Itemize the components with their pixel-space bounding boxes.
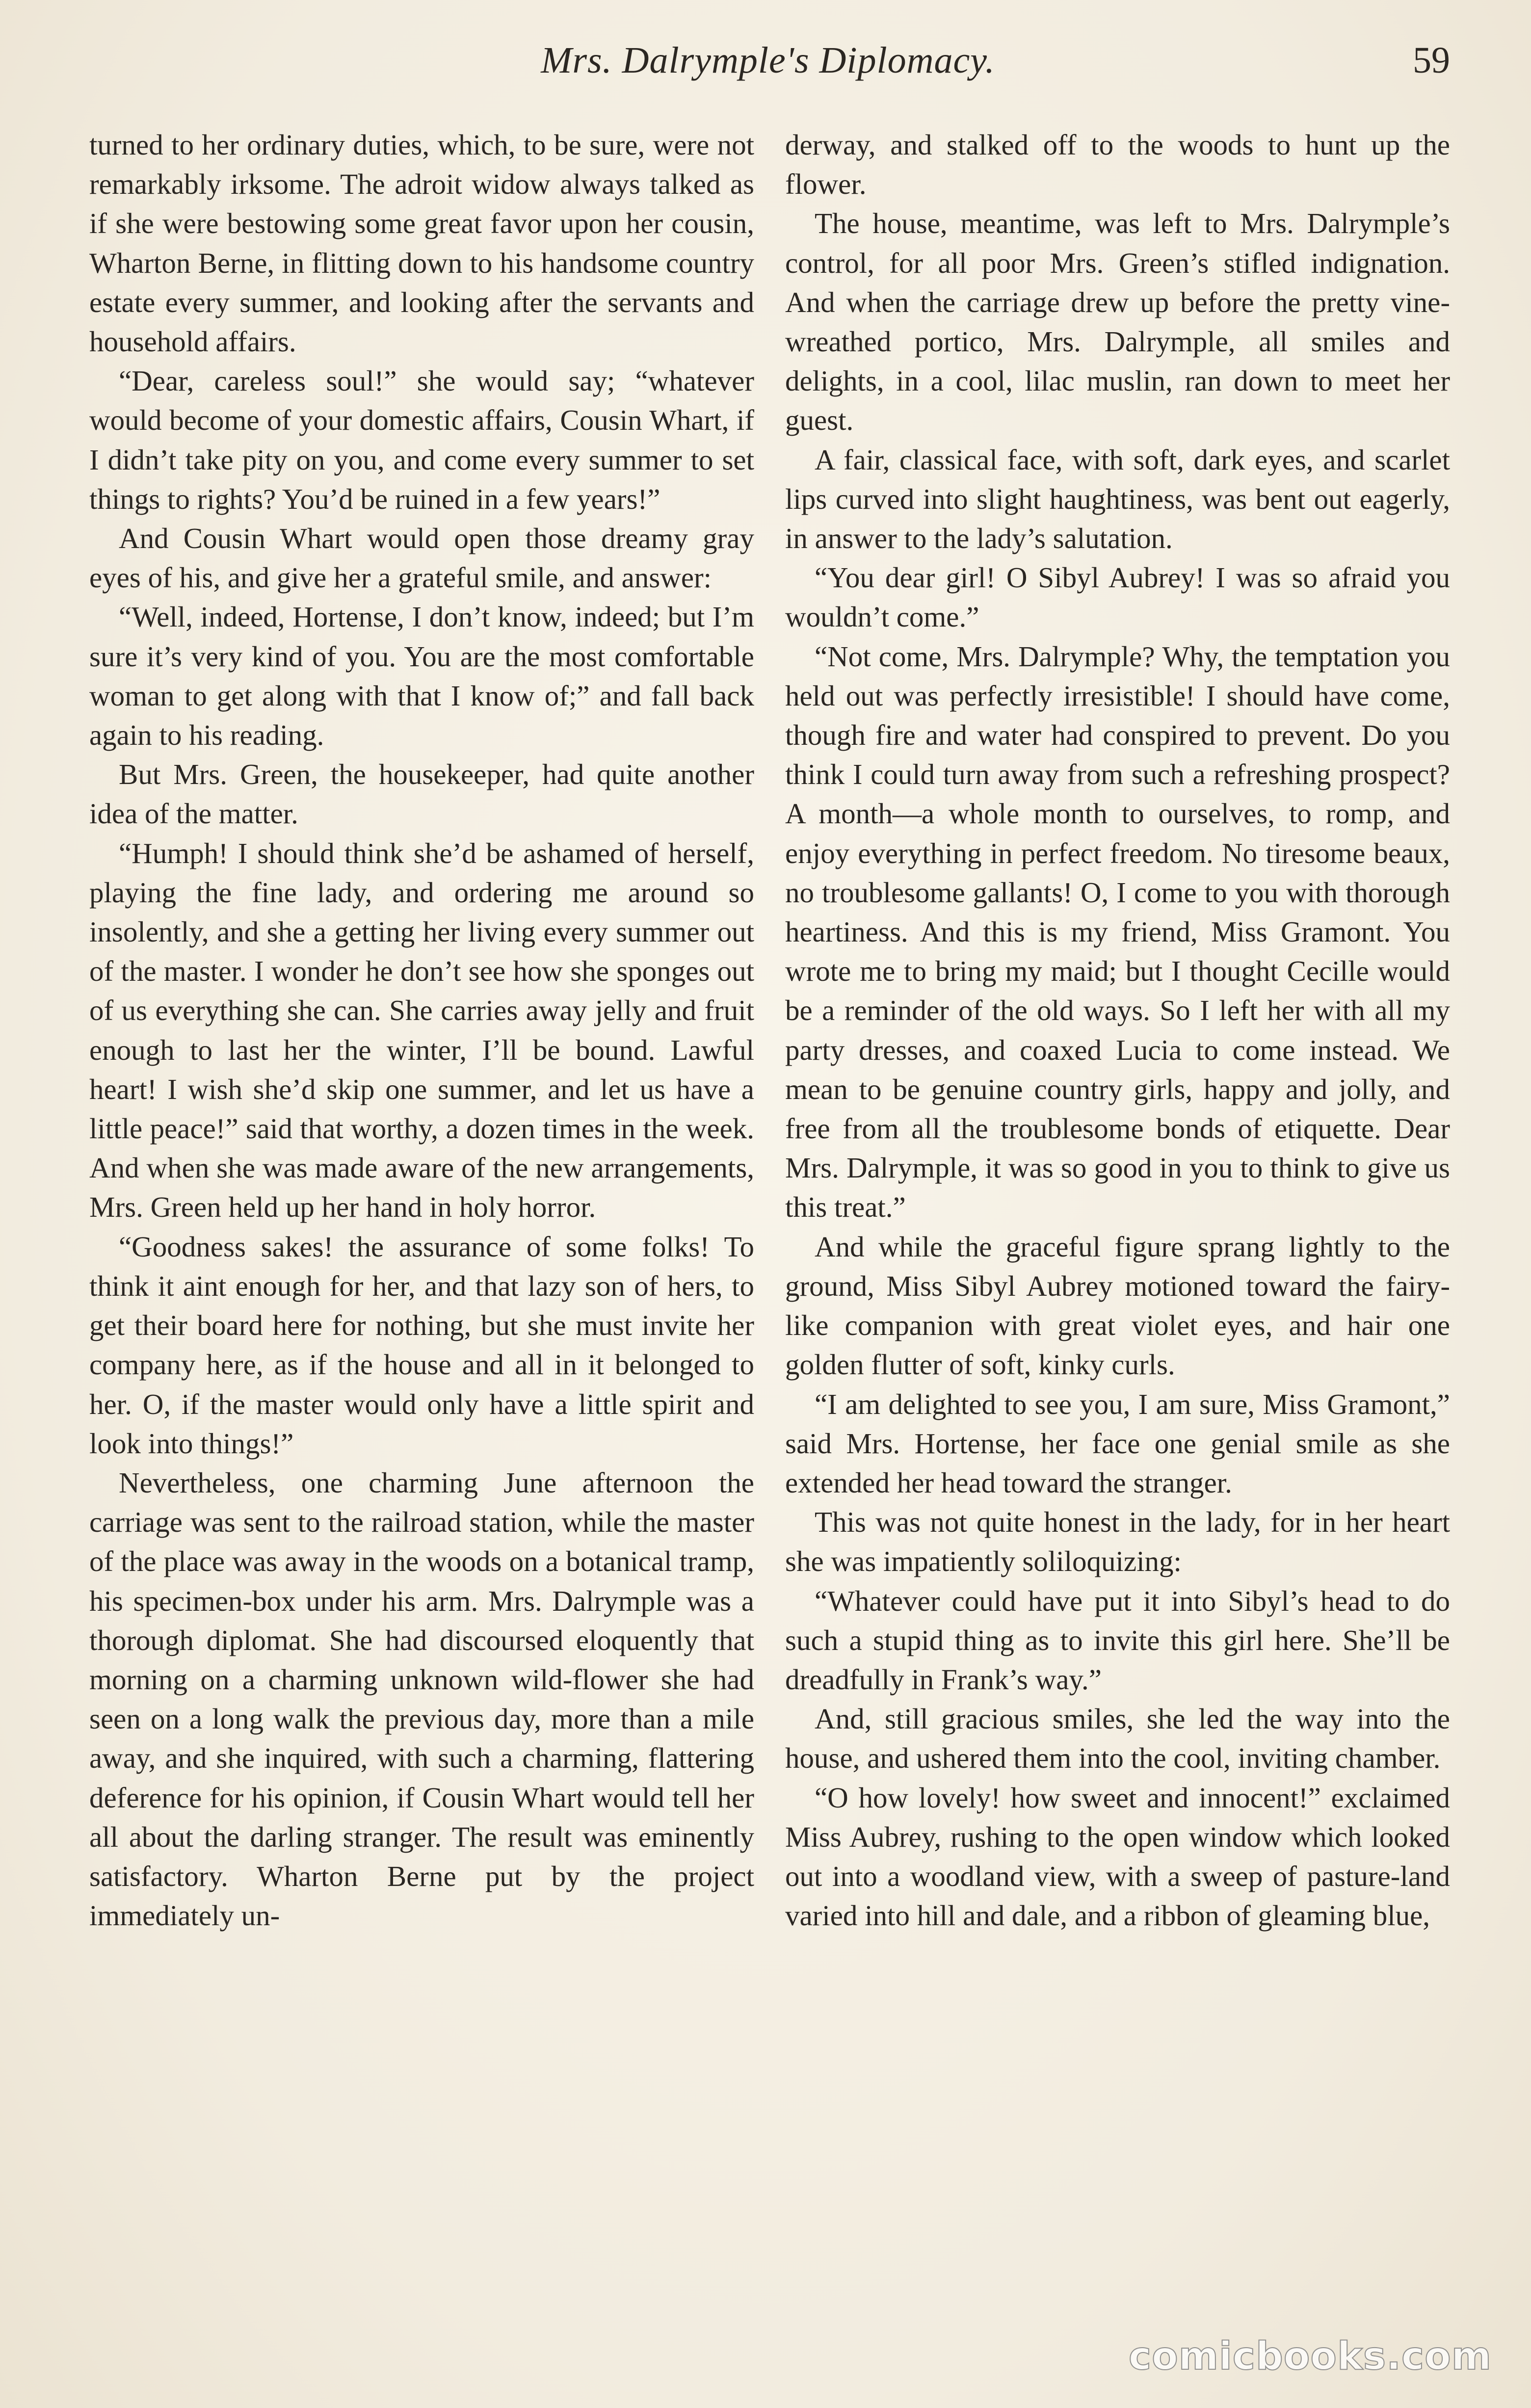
paragraph: derway, and stalked off to the woods to hunt up the flower.: [785, 129, 1450, 201]
paragraph: “Whatever could have put it into Sibyl’s head to do such a stupid thing as to invite this girl here. She’ll be dreadfully in Frank’s way.”: [785, 1584, 1450, 1696]
paragraph: “Not come, Mrs. Dalrymple? Why, the temptation you held out was perfectly irresistible! I should have come, though fire and water had conspired to prevent. Do you think I could turn away from such a refreshing prospect? A month—a whole month to ourselves, to romp, and enjoy everything in perfect freedom. No tiresome beaux, no troublesome gallants! O, I come to you with thorough heartiness. And this is my friend, Miss Gramont. You wrote me to bring my maid; but I thought Cecille would be a reminder of the old ways. So I left her with all my party dresses, and coaxed Lucia to come instead. We mean to be genuine country girls, happy and jolly, and free from all the troublesome bonds of etiquette. Dear Mrs. Dalrymple, it was so good in you to think to give us this treat.”: [785, 640, 1450, 1224]
paragraph: “O how lovely! how sweet and innocent!” exclaimed Miss Aubrey, rushing to the open window which looked out into a woodland view, with a sweep of pasture-land varied into hill and dale, and a ribbon of gleaming blue,: [785, 1781, 1450, 1932]
right-column: [785, 125, 1450, 1935]
paragraph: “Humph! I should think she’d be ashamed of herself, playing the fine lady, and ordering me around so insolently, and she a getting her living every summer out of the master. I wonder he don’t see how she sponges out of us everything she can. She carries away jelly and fruit enough to last her the winter, I’ll be bound. Lawful heart! I wish she’d skip one summer, and let us have a little peace!” said that worthy, a dozen times in the week. And when she was made aware of the new arrangements, Mrs. Green held up her hand in holy horror.: [89, 837, 754, 1224]
paragraph: And, still gracious smiles, she led the way into the house, and ushered them into the cool, inviting chamber.: [785, 1702, 1450, 1775]
page-number: 59: [1413, 40, 1450, 81]
paragraph: The house, meantime, was left to Mrs. Dalrymple’s control, for all poor Mrs. Green’s stifled indignation. And when the carriage drew up before the pretty vine-wreathed portico, Mrs. Dalrymple, all smiles and delights, in a cool, lilac muslin, ran down to meet her guest.: [785, 207, 1450, 437]
paragraph: And while the graceful figure sprang lightly to the ground, Miss Sibyl Aubrey motioned toward the fairy-like companion with great violet eyes, and hair one golden flutter of soft, kinky curls.: [785, 1230, 1450, 1381]
running-head: [86, 34, 1450, 93]
paragraph: But Mrs. Green, the housekeeper, had quite another idea of the matter.: [89, 758, 754, 830]
paragraph: turned to her ordinary duties, which, to be sure, were not remarkably irksome. The adroit widow always talked as if she were bestowing some great favor upon her cousin, Wharton Berne, in flitting down to his handsome country estate every summer, and looking after the servants and household affairs.: [89, 129, 754, 358]
paragraph: This was not quite honest in the lady, for in her heart she was impatiently soliloquizing:: [785, 1506, 1450, 1578]
paragraph: “You dear girl! O Sibyl Aubrey! I was so afraid you wouldn’t come.”: [785, 561, 1450, 633]
paragraph: A fair, classical face, with soft, dark eyes, and scarlet lips curved into slight haughtiness, was bent out eagerly, in answer to the lady’s salutation.: [785, 443, 1450, 555]
left-column: [89, 125, 754, 1935]
paragraph: And Cousin Whart would open those dreamy gray eyes of his, and give her a grateful smile, and answer:: [89, 522, 754, 594]
running-title: Mrs. Dalrymple's Diplomacy.: [541, 40, 995, 81]
paragraph: “Goodness sakes! the assurance of some folks! To think it aint enough for her, and that lazy son of hers, to get their board here for nothing, but she must invite her company here, as if the house and all in it belonged to her. O, if the master would only have a little spirit and look into things!”: [89, 1230, 754, 1460]
watermark: comicbooks.com: [1128, 2334, 1492, 2379]
paragraph: “I am delighted to see you, I am sure, Miss Gramont,” said Mrs. Hortense, her face one genial smile as she extended her head toward the stranger.: [785, 1387, 1450, 1499]
paragraph: “Dear, careless soul!” she would say; “whatever would become of your domestic affairs, Cousin Whart, if I didn’t take pity on you, and come every summer to set things to rights? You’d be ruined in a few years!”: [89, 365, 754, 515]
paragraph: “Well, indeed, Hortense, I don’t know, indeed; but I’m sure it’s very kind of you. You are the most comfortable woman to get along with that I know of;” and fall back again to his reading.: [89, 601, 754, 752]
paragraph: Nevertheless, one charming June afternoon the carriage was sent to the railroad station, while the master of the place was away in the woods on a botanical tramp, his specimen-box under his arm. Mrs. Dalrymple was a thorough diplomat. She had discoursed eloquently that morning on a charming unknown wild-flower she had seen on a long walk the previous day, more than a mile away, and she inquired, with such a charming, flattering deference for his opinion, if Cousin Whart would tell her all about the darling stranger. The result was eminently satisfactory. Wharton Berne put by the project immediately un-: [89, 1466, 754, 1932]
